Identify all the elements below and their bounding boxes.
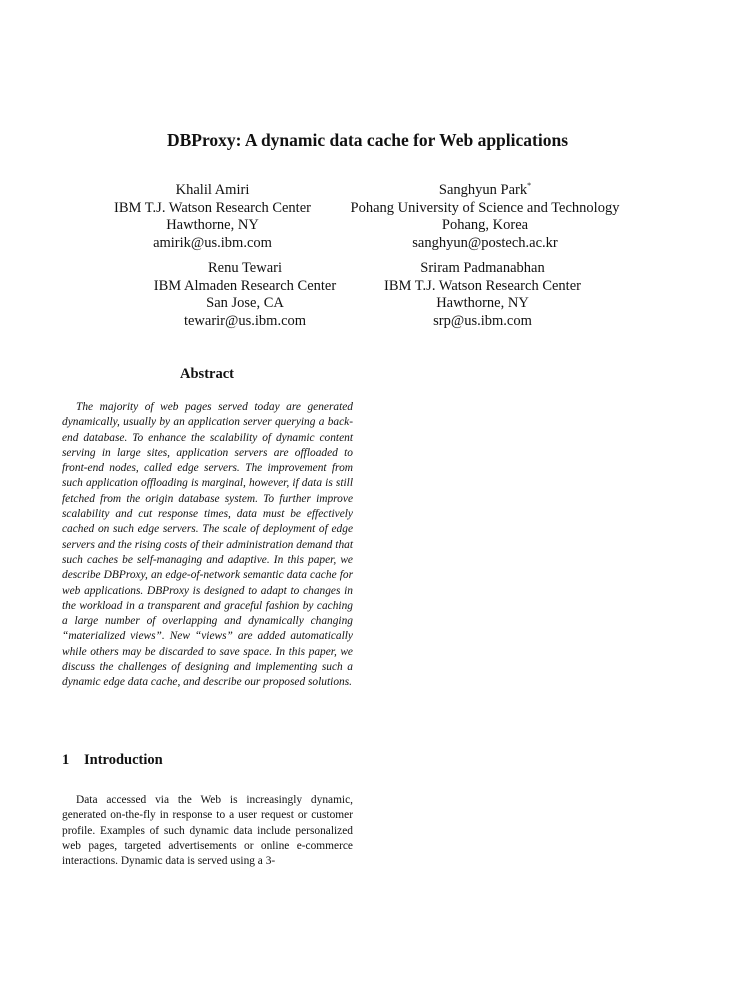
intro-paragraph: Data accessed via the Web is increasingly dynamic, generated on-the-fly in response to a user request or customer profile. Examples of such dynamic data include personalized web pages, targeted advertisements or online e-commerce interactions. Dynamic data is served using a 3- — [62, 794, 353, 868]
author-email: srp@us.ibm.com — [433, 312, 532, 329]
author-affiliation: IBM T.J. Watson Research Center — [384, 277, 581, 294]
author-name: Sriram Padmanabhan — [420, 260, 545, 276]
author-email: tewarir@us.ibm.com — [183, 312, 307, 329]
author-block-1 — [90, 182, 335, 252]
author-email: sanghyun@postech.ac.kr — [412, 234, 558, 251]
footnote-mark: * — [527, 181, 532, 191]
author-affiliation: Pohang University of Science and Technology — [350, 199, 620, 216]
abstract-text: The majority of web pages served today are generated dynamically, usually by an application server querying a back-end database. To enhance the scalability of dynamic content serving in large sites, application servers are offloaded to front-end nodes, called edge servers. The improvement from such application offloading is marginal, however, if data is still fetched from the origin database system. To further improve scalability and cut response times, data must be effectively cached on such edge servers. The scale of deployment of edge servers and the rising costs of their administration demand that such caches be self-managing and adaptive. In this paper, we describe DBProxy, an edge-of-network semantic data cache for web applications. DBProxy is designed to adapt to changes in the workload in a transparent and graceful fashion by caching a large number of overlapping and dynamically changing “materialized views”. New “views” are added automatically while others may be discarded to save space. In this paper, we discuss the challenges of designing and implementing such a dynamic edge data cache, and describe our proposed solutions. — [62, 401, 353, 689]
author-affiliation: IBM Almaden Research Center — [153, 277, 337, 294]
section-number: 1 — [62, 752, 70, 768]
abstract-heading: Abstract — [180, 366, 234, 382]
author-name: Sanghyun Park — [438, 182, 528, 198]
author-location: Hawthorne, NY — [436, 295, 529, 311]
author-name-line — [330, 182, 640, 200]
author-block-3 — [130, 260, 360, 330]
section-title: Introduction — [84, 752, 163, 768]
author-name: Renu Tewari — [207, 260, 282, 276]
author-location: Pohang, Korea — [441, 217, 529, 233]
author-location: Hawthorne, NY — [166, 217, 259, 233]
author-block-2 — [330, 182, 640, 252]
author-block-4 — [365, 260, 600, 330]
author-affiliation: IBM T.J. Watson Research Center — [114, 199, 311, 216]
author-email: amirik@us.ibm.com — [153, 234, 272, 251]
paper-title: DBProxy: A dynamic data cache for Web applications — [166, 130, 569, 150]
author-location: San Jose, CA — [206, 295, 284, 311]
section-heading — [62, 752, 163, 769]
author-name: Khalil Amiri — [175, 182, 250, 198]
